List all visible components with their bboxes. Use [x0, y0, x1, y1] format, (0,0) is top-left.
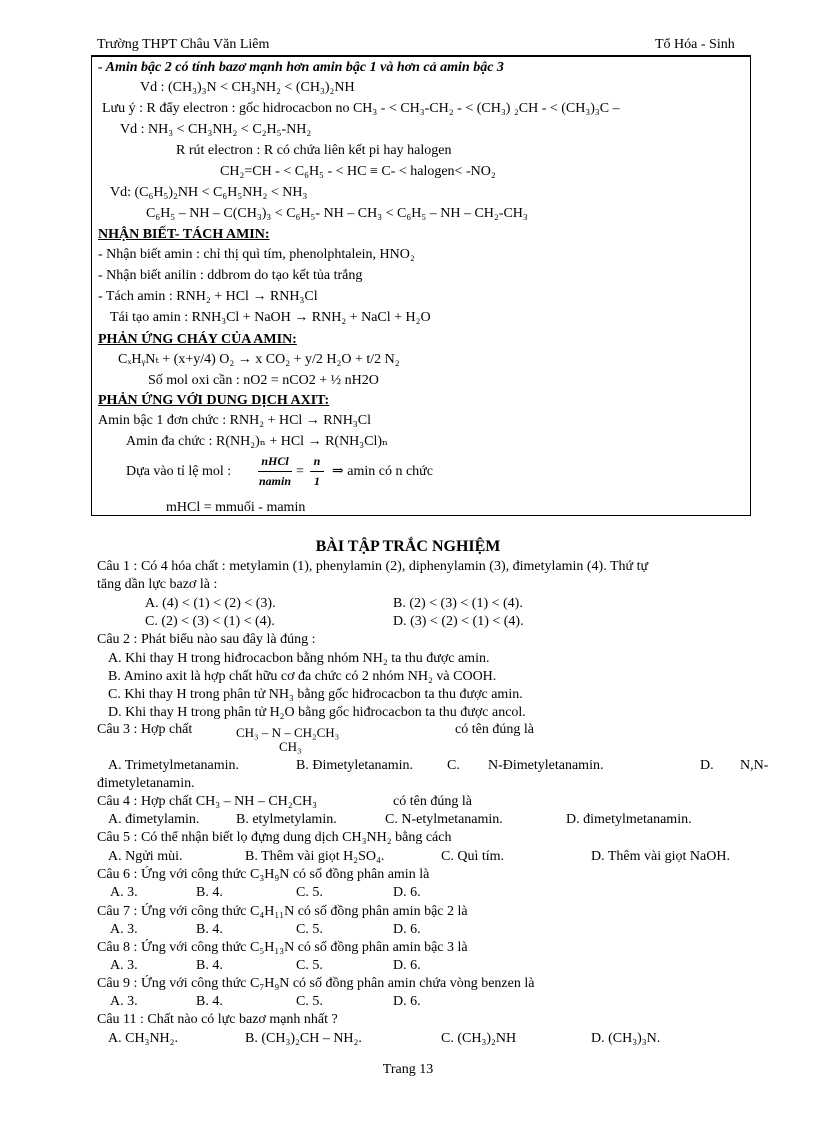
section-heading: PHẢN ỨNG CHÁY CỦA AMIN: [98, 332, 297, 347]
question-text: Câu 3 : Hợp chất [97, 722, 193, 737]
page-number: Trang 13 [382, 1062, 434, 1077]
question-text: Câu 8 : Ứng với công thức C₅H₁₃N có số đồng phân amin bậc 3 là [97, 940, 468, 955]
equals-sign: = [296, 464, 304, 479]
answer-option: N,N- [740, 758, 769, 773]
answer-option: A. 3. [110, 885, 138, 900]
answer-option: D. đimetylmetanamin. [566, 812, 692, 827]
answer-option: C. Quì tím. [441, 849, 505, 864]
answer-option: C. Khi thay H trong phân tử NH₃ bằng gốc hiđrocacbon ta thu được amin. [108, 687, 523, 702]
question-text: Câu 11 : Chất nào có lực bazơ mạnh nhất ? [97, 1012, 338, 1027]
answer-option: D. Thêm vài giọt NaOH. [591, 849, 730, 864]
theory-line: Tái tạo amin : RNH₃Cl + NaOH → RNH₂ + NaCl + H₂O [110, 310, 431, 325]
fraction-numerator: n [313, 454, 321, 468]
answer-option: C. 5. [296, 958, 323, 973]
answer-option: B. 4. [196, 958, 223, 973]
answer-option: A. đimetylamin. [108, 812, 200, 827]
answer-option: D. (CH₃)₃N. [591, 1031, 661, 1046]
question-text: Câu 2 : Phát biểu nào sau đây là đúng : [97, 632, 316, 647]
answer-option: B. (CH₃)₂CH – NH₂. [245, 1031, 362, 1046]
theory-box [91, 56, 751, 516]
answer-option: A. 3. [110, 958, 138, 973]
fraction-denominator: namin [258, 474, 291, 488]
answer-option: B. 4. [196, 885, 223, 900]
theory-line: R rút electron : R có chứa liên kết pi hay halogen [176, 143, 452, 158]
theory-line: Vd : NH₃ < CH₃NH₂ < C₂H₅-NH₂ [120, 122, 312, 137]
answer-option: A. Ngửi mùi. [108, 849, 183, 864]
theory-line: Vd: (C₆H₅)₂NH < C₆H₅NH₂ < NH₃ [110, 185, 308, 200]
theory-line: Amin đa chức : R(NH₂)ₙ + HCl → R(NH₃Cl)ₙ [126, 434, 389, 449]
theory-line: Dựa vào tỉ lệ mol : [126, 464, 232, 479]
question-text: có tên đúng là [455, 722, 534, 737]
answer-option: A. Trimetylmetanamin. [108, 758, 240, 773]
answer-option: A. 3. [110, 922, 138, 937]
question-text: Câu 9 : Ứng với công thức C₇H₉N có số đồng phân amin chứa vòng benzen là [97, 976, 535, 991]
theory-line: Vd : (CH₃)₃N < CH₃NH₂ < (CH₃)₂NH [140, 80, 355, 95]
answer-option: C. 5. [296, 994, 323, 1009]
question-text: có tên đúng là [393, 794, 472, 809]
answer-option: D. 6. [393, 885, 421, 900]
theory-line: Lưu ý : R đẩy electron : gốc hidrocacbon no CH₃ - < CH₃-CH₂ - < (CH₃) ₂CH - < (CH₃)₃C – [102, 101, 620, 116]
theory-line: - Tách amin : RNH₂ + HCl → RNH₃Cl [98, 289, 318, 304]
answer-option: A. CH₃NH₂. [108, 1031, 179, 1046]
question-text: Câu 4 : Hợp chất CH₃ – NH – CH₂CH₃ [97, 794, 317, 809]
answer-option: B. (2) < (3) < (1) < (4). [393, 596, 523, 611]
theory-line: - Amin bậc 2 có tính bazơ mạnh hơn amin bậc 1 và hơn cả amin bậc 3 [98, 60, 504, 75]
question-text: tăng dần lực bazơ là : [97, 577, 218, 592]
answer-option: D. 6. [393, 922, 421, 937]
theory-line: - Nhận biết amin : chỉ thị quì tím, phenolphtalein, HNO₂ [98, 247, 415, 262]
answer-option: A. 3. [110, 994, 138, 1009]
answer-option: B. Amino axit là hợp chất hữu cơ đa chức có 2 nhóm NH₂ và COOH. [108, 669, 497, 684]
answer-option: B. 4. [196, 994, 223, 1009]
answer-option: B. etylmetylamin. [236, 812, 337, 827]
answer-option: D. Khi thay H trong phân tử H₂O bằng gốc hiđrocacbon ta thu được ancol. [108, 705, 526, 720]
chemical-formula: CH₃ – N – CH₂CH₃ [236, 725, 340, 740]
fraction-bar [258, 471, 292, 472]
chemical-formula-branch: CH₃ [279, 739, 302, 754]
theory-line: Số mol oxi cần : nO2 = nCO2 + ½ nH2O [148, 373, 379, 388]
answer-option: D. (3) < (2) < (1) < (4). [393, 614, 524, 629]
answer-option: B. 4. [196, 922, 223, 937]
theory-line: - Nhận biết anilin : ddbrom do tạo kết tủa trắng [98, 268, 363, 283]
theory-line: CH₂=CH - < C₆H₅ - < HC ≡ C- < halogen< -NO₂ [220, 164, 496, 179]
theory-line: C₆H₅ – NH – C(CH₃)₃ < C₆H₅- NH – CH₃ < C₆H₅ – NH – CH₂-CH₃ [146, 206, 528, 221]
answer-option: B. Đimetyletanamin. [296, 758, 414, 773]
answer-option: C. N-etylmetanamin. [385, 812, 503, 827]
answer-option: D. 6. [393, 958, 421, 973]
theory-line: mHCl = mmuối - mamin [166, 500, 306, 515]
fraction-denominator: 1 [314, 474, 320, 488]
answer-option: C. 5. [296, 922, 323, 937]
exercise-title: BÀI TẬP TRẮC NGHIỆM [315, 538, 501, 555]
theory-line: ⇒ amin có n chức [332, 464, 433, 479]
question-text: Câu 1 : Có 4 hóa chất : metylamin (1), phenylamin (2), diphenylamin (3), đimetylamin (4). Thứ tự [97, 559, 649, 574]
answer-option: đimetyletanamin. [97, 776, 195, 791]
question-text: Câu 6 : Ứng với công thức C₃H₉N có số đồng phân amin là [97, 867, 430, 882]
answer-option: D. 6. [393, 994, 421, 1009]
answer-option: B. Thêm vài giọt H₂SO₄. [245, 849, 385, 864]
fraction-numerator: nHCl [261, 454, 289, 468]
section-heading: NHẬN BIẾT- TÁCH AMIN: [98, 227, 270, 242]
answer-option: A. (4) < (1) < (2) < (3). [145, 596, 276, 611]
question-text: Câu 7 : Ứng với công thức C₄H₁₁N có số đồng phân amin bậc 2 là [97, 904, 468, 919]
answer-option: C. (2) < (3) < (1) < (4). [145, 614, 275, 629]
theory-line: Amin bậc 1 đơn chức : RNH₂ + HCl → RNH₃Cl [98, 413, 371, 428]
answer-option: C. [447, 758, 460, 773]
answer-option: C. 5. [296, 885, 323, 900]
answer-option: D. [700, 758, 714, 773]
school-name: Trường THPT Châu Văn Liêm [97, 37, 270, 52]
answer-option: C. (CH₃)₂NH [441, 1031, 517, 1046]
department-name: Tổ Hóa - Sinh [655, 37, 735, 52]
answer-option: A. Khi thay H trong hiđrocacbon bằng nhóm NH₂ ta thu được amin. [108, 651, 490, 666]
theory-line: CₓHᵧNₜ + (x+y/4) O₂ → x CO₂ + y/2 H₂O + t/2 N₂ [118, 352, 400, 367]
fraction-bar [310, 471, 324, 472]
section-heading: PHẢN ỨNG VỚI DUNG DỊCH AXIT: [98, 393, 330, 408]
answer-option: N-Đimetyletanamin. [488, 758, 604, 773]
question-text: Câu 5 : Có thể nhận biết lọ đựng dung dịch CH₃NH₂ bằng cách [97, 830, 452, 845]
